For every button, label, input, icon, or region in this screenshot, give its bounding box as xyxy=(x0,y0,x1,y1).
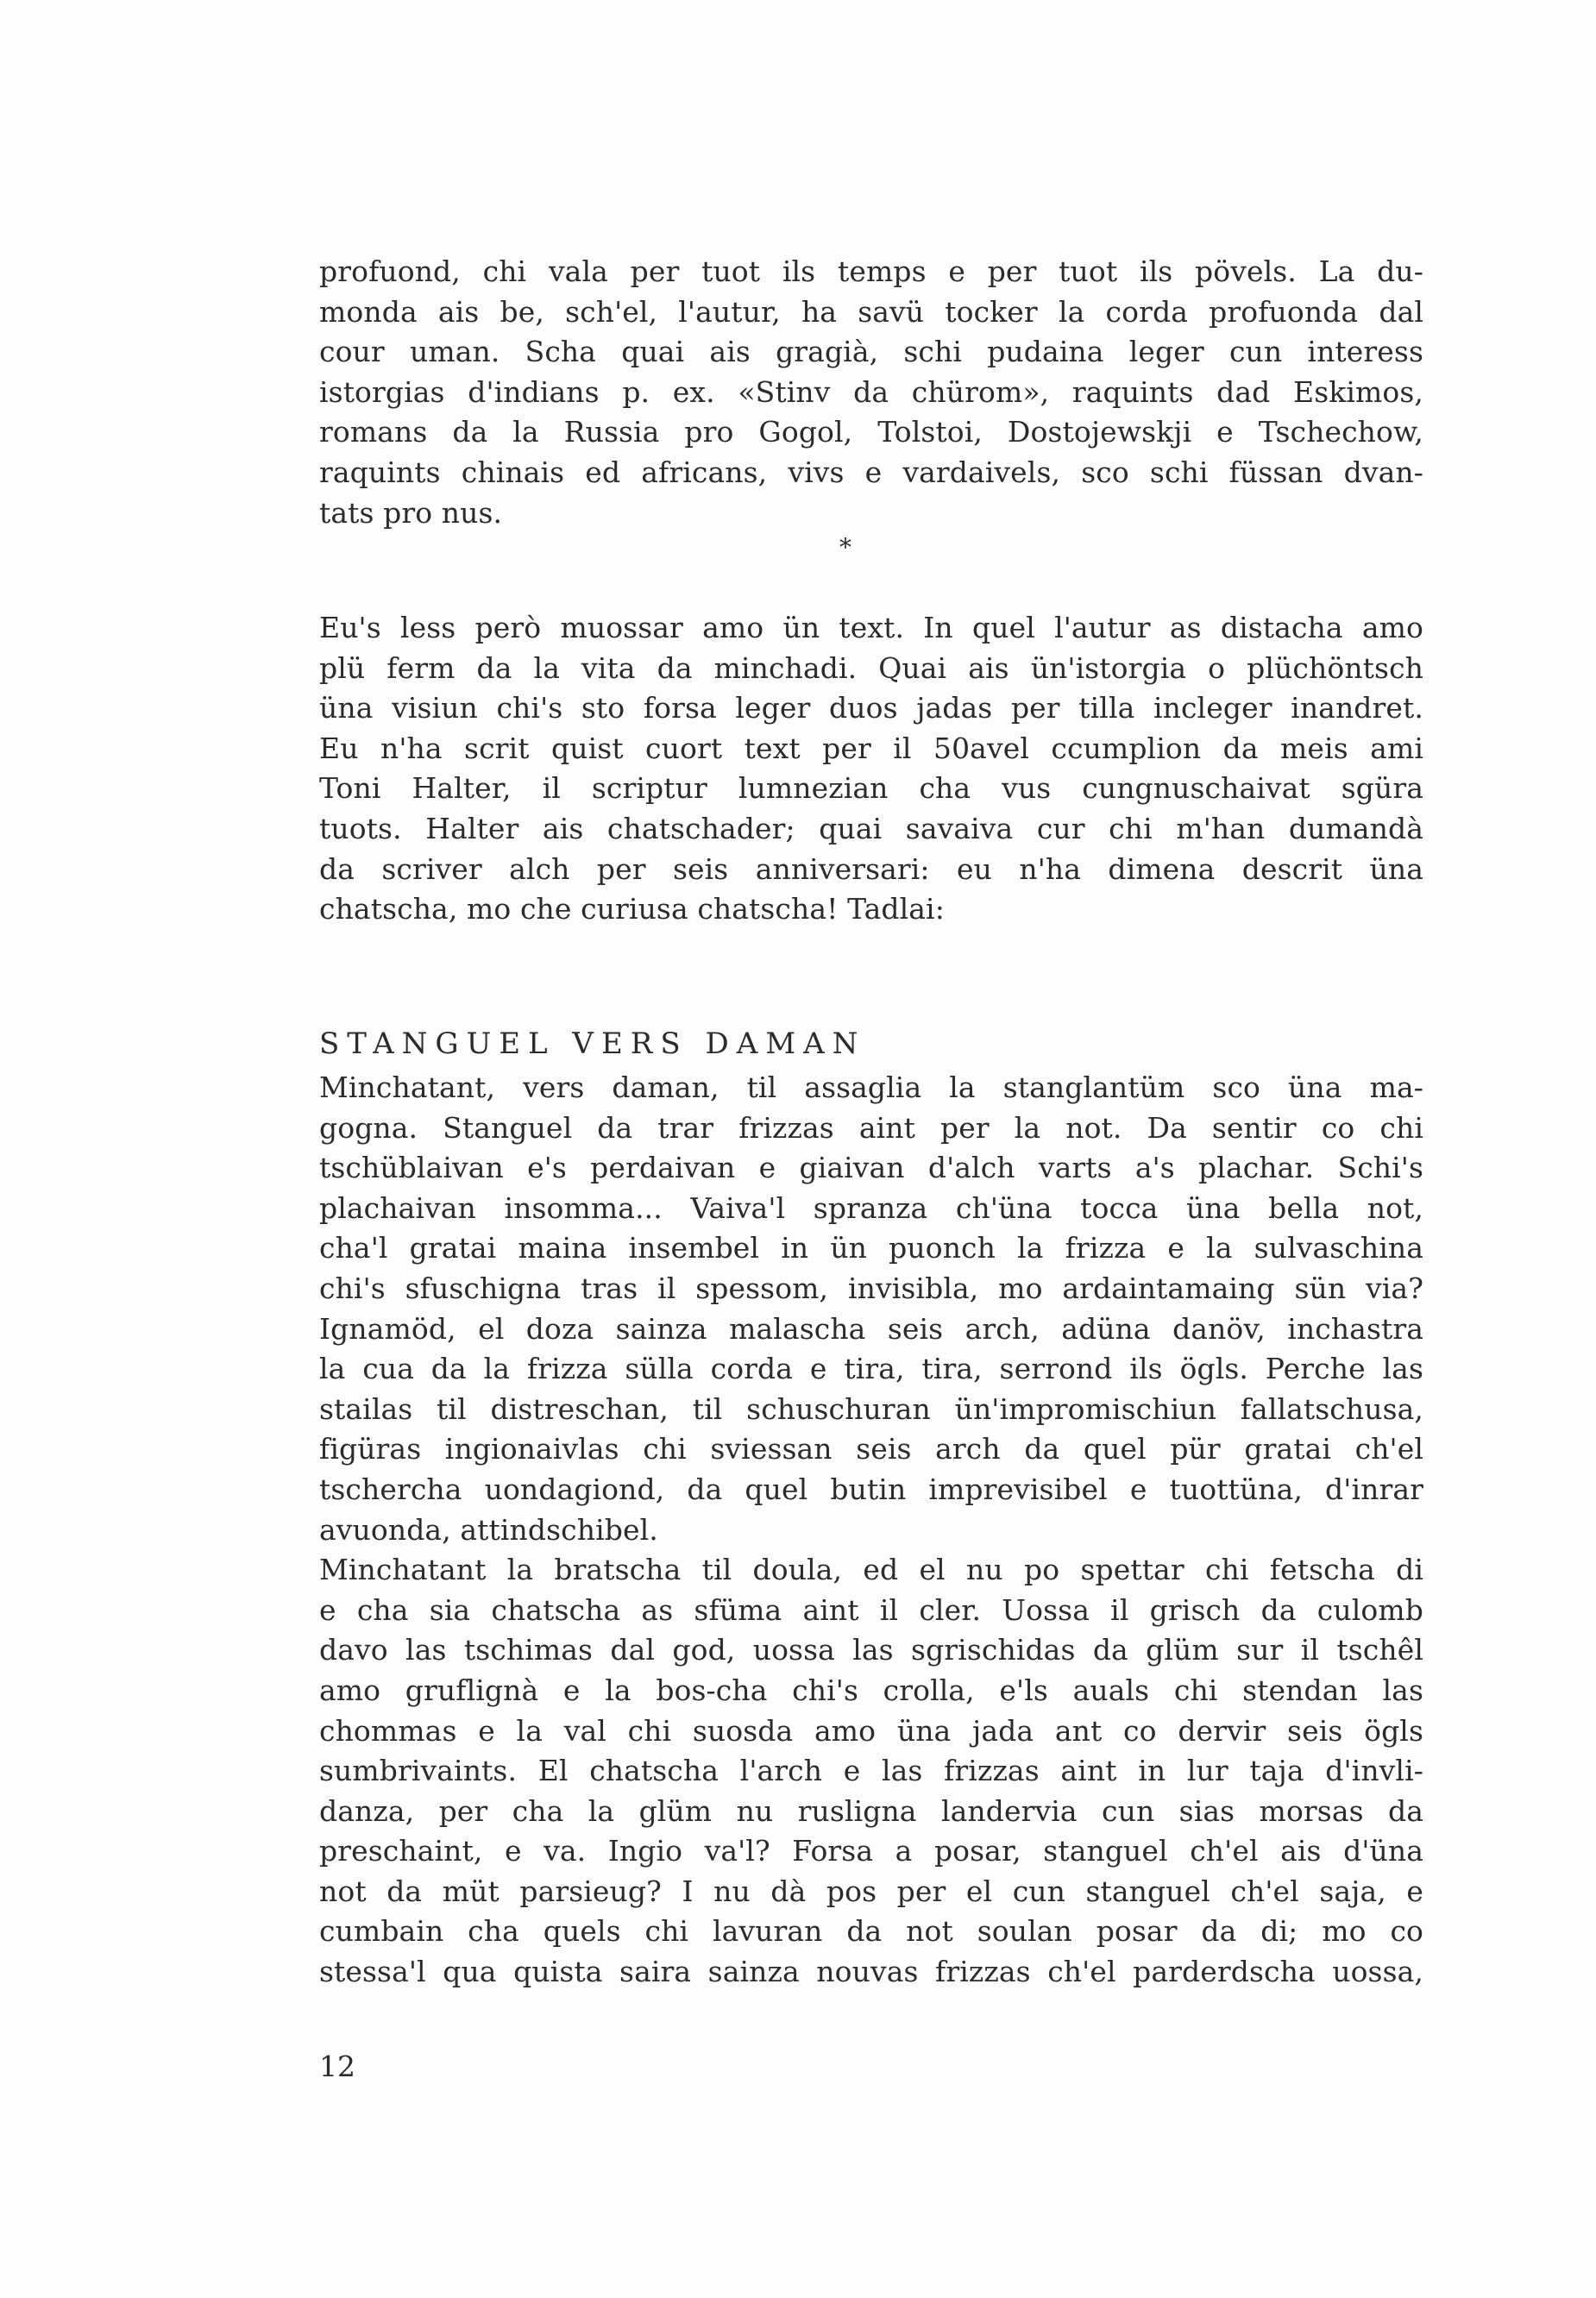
text-line: not da müt parsieug? I nu dà pos per el cun stanguel ch'el saja, e xyxy=(319,1874,1423,1908)
text-line: tuots. Halter ais chatschader; quai savaiva cur chi m'han dumandà xyxy=(319,811,1423,845)
text-line: la cua da la frizza sülla corda e tira, tira, serrond ils ögls. Perche las xyxy=(319,1352,1423,1386)
text-line: amo gruflignà e la bos-cha chi's crolla, e'ls auals chi stendan las xyxy=(319,1673,1423,1707)
text-line: chi's sfuschigna tras il spessom, invisibla, mo ardaintamaing sün via? xyxy=(319,1271,1423,1305)
text-line: Ignamöd, el doza sainza malascha seis arch, adüna danöv, inchastra xyxy=(319,1311,1423,1346)
text-line: Minchatant la bratscha til doula, ed el nu po spettar chi fetscha di xyxy=(319,1553,1423,1587)
text-line: plachaivan insomma... Vaiva'l spranza ch'üna tocca üna bella not, xyxy=(319,1190,1423,1225)
text-line: gogna. Stanguel da trar frizzas aint per la not. Da sentir co chi xyxy=(319,1110,1423,1145)
text-line: cour uman. Scha quai ais gragià, schi pudaina leger cun interess xyxy=(319,335,1423,369)
story-text xyxy=(319,1068,1423,1993)
text-line: üna visiun chi's sto forsa leger duos jadas per tilla incleger inandret. xyxy=(319,691,1423,725)
text-line: da scriver alch per seis anniversari: eu n'ha dimena descrit üna xyxy=(319,851,1423,886)
text-line: preschaint, e va. Ingio va'l? Forsa a posar, stanguel ch'el ais d'üna xyxy=(319,1834,1423,1868)
text-line: avuonda, attindschibel. xyxy=(319,1512,658,1547)
text-line: davo las tschimas dal god, uossa las sgrischidas da glüm sur il tschêl xyxy=(319,1633,1423,1667)
text-line: stessa'l qua quista saira sainza nouvas frizzas ch'el parderdscha uossa, xyxy=(319,1955,1423,1989)
text-line: chatscha, mo che curiusa chatscha! Tadlai: xyxy=(319,892,945,926)
section-ornament: * xyxy=(839,533,851,562)
text-line: tats pro nus. xyxy=(319,495,503,530)
page-number: 12 xyxy=(319,2050,355,2083)
text-line: chommas e la val chi suosda amo üna jada ant co dervir seis ögls xyxy=(319,1713,1423,1748)
text-line: danza, per cha la glüm nu rusligna landervia cun sias morsas da xyxy=(319,1793,1423,1828)
text-line: raquints chinais ed africans, vivs e vardaivels, sco schi füssan dvan- xyxy=(319,455,1423,489)
text-line: e cha sia chatscha as sfüma aint il cler. Uossa il grisch da culomb xyxy=(319,1592,1423,1627)
text-line: Minchatant, vers daman, til assaglia la stanglantüm sco üna ma- xyxy=(319,1071,1423,1104)
text-line: cha'l gratai maina insembel in ün puonch la frizza e la sulvaschina xyxy=(319,1231,1423,1265)
story-title: STANGUEL VERS DAMAN xyxy=(319,1027,866,1061)
text-line: romans da la Russia pro Gogol, Tolstoi, Dostojewskji e Tschechow, xyxy=(319,415,1423,449)
text-line: cumbain cha quels chi lavuran da not soulan posar da di; mo co xyxy=(319,1914,1423,1949)
body-paragraph xyxy=(319,608,1423,930)
intro-paragraph xyxy=(319,252,1423,533)
text-line: profuond, chi vala per tuot ils temps e per tuot ils pövels. La du- xyxy=(319,254,1423,288)
text-line: plü ferm da la vita da minchadi. Quai ais ün'istorgia o plüchöntsch xyxy=(319,650,1423,685)
text-line: tschüblaivan e's perdaivan e giaivan d'alch varts a's plachar. Schi's xyxy=(319,1151,1423,1185)
text-line: sumbrivaints. El chatscha l'arch e las frizzas aint in lur taja d'invli- xyxy=(319,1754,1423,1788)
text-line: Eu n'ha scrit quist cuort text per il 50avel ccumplion da meis ami xyxy=(319,731,1423,765)
text-line: istorgias d'indians p. ex. «Stinv da chürom», raquints dad Eskimos, xyxy=(319,374,1423,409)
text-line: stailas til distreschan, til schuschuran ün'impromischiun fallatschusa, xyxy=(319,1391,1423,1426)
text-line: monda ais be, sch'el, l'autur, ha savü tocker la corda profuonda dal xyxy=(319,294,1423,329)
text-line: Toni Halter, il scriptur lumnezian cha vus cungnuschaivat sgüra xyxy=(319,771,1423,806)
text-line: figüras ingionaivlas chi sviessan seis arch da quel pür gratai ch'el xyxy=(319,1432,1423,1466)
text-line: tschercha uondagiond, da quel butin imprevisibel e tuottüna, d'inrar xyxy=(319,1472,1423,1506)
text-line: Eu's less però muossar amo ün text. In quel l'autur as distacha amo xyxy=(319,611,1423,644)
